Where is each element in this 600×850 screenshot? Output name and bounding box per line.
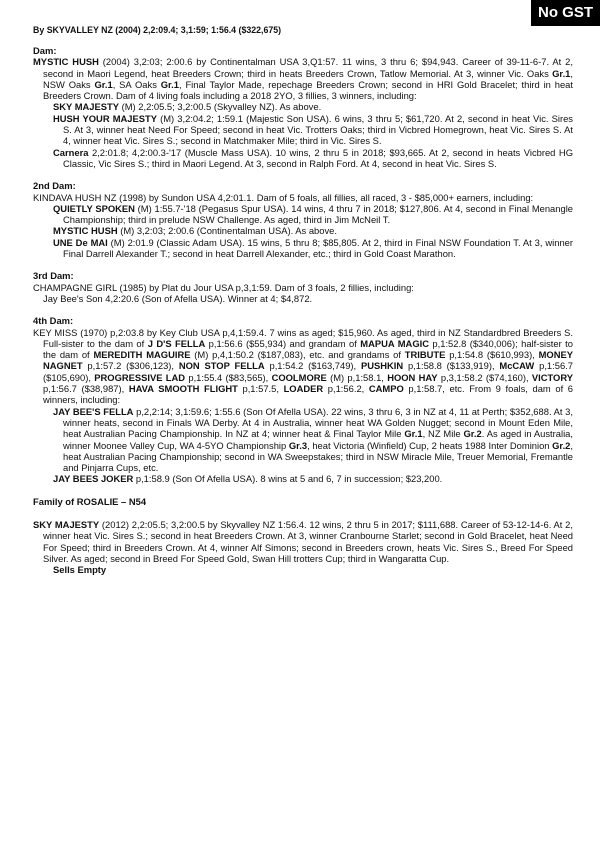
text: p,1:57.5, — [237, 383, 284, 395]
text: (M) p,1:58.1, — [326, 371, 388, 383]
second-dam-foal-entry — [33, 237, 573, 260]
foal-name: HUSH YOUR MAJESTY — [53, 112, 157, 124]
group-badge: Gr.1 — [404, 428, 423, 440]
second-dam-heading: 2nd Dam: — [33, 180, 76, 192]
foal-text: (M) 3,2:04.2; 1:59.1 (Majestic Son USA). 6 wins, 3 thru 5; $61,720. At 2, second in heat Vic. Sires S. At 3, winner heat Need For Speed; second in heat Vic. Trotters Oaks; third in Vicbred Homegrown, heat Vic. Sires S. At 4, winner heat Vic. Sires S.; second in Matchmaker Mile; third in Vic. Sires S. — [63, 112, 573, 147]
dam-foal-entry — [33, 113, 573, 147]
horse-name: VICTORY — [531, 371, 574, 383]
foal-text: (M) 2:01.9 (Classic Adam USA). 15 wins, 5 thru 8; $85,805. At 2, third in Final NSW Foundation T. At 3, winner Final Darrell Alexander T.; second in heat Darrell Alexander, etc.; third in Gold Coast Marathon. — [63, 236, 573, 260]
text: p,1:55.4 ($83,565), — [185, 371, 272, 383]
horse-name: McCAW — [499, 360, 535, 372]
horse-name: COOLMORE — [271, 371, 327, 383]
dam-foal-entry — [33, 101, 573, 112]
third-dam-paragraph: CHAMPAGNE GIRL (1985) by Plat du Jour USA p,3,1:59. Dam of 3 foals, 2 fillies, including: — [33, 281, 414, 293]
text: p,1:56.2, — [323, 383, 369, 395]
dam-text: , NSW Oaks — [43, 67, 573, 90]
dam-text: (2004) 3,2:03; 2:00.6 by Continentalman USA 3,Q1:57. 11 wins, 3 thru 6; $94,943. Career of 39-11-6-7. At 2, second in Maori Legend, heat Breeders Crown; third in heats Breeders Crown, Tatlow Memorial. At 3, winner Vic. Oaks — [43, 56, 573, 79]
foal-name: Carnera — [53, 146, 89, 158]
group-badge: Gr.2 — [552, 439, 571, 451]
horse-name: LOADER — [283, 383, 324, 395]
second-dam-paragraph: KINDAVA HUSH NZ (1998) by Sundon USA 4,2:01.1. Dam of 5 foals, all fillies, all raced, 3 - $85,000+ earners, including: — [33, 191, 534, 203]
text: p,1:58.7, etc. From 9 foals, dam of 6 winners, including: — [43, 383, 573, 406]
foal-text: (M) 2,2:05.5; 3,2:00.5 (Skyvalley NZ). As above. — [119, 101, 322, 113]
dam-paragraph — [33, 56, 573, 101]
horse-name: TRIBUTE — [404, 349, 446, 361]
horse-name: MONEY NAGNET — [43, 349, 573, 372]
text: p,1:54.2 ($163,749), — [264, 360, 361, 372]
text: KEY MISS (1970) p,2:03.8 by Key Club USA p,4,1:59.4. 7 wins as aged; $15,960. As aged, third in NZ Standardbred Breeders S. Full-sister to the dam of — [33, 326, 573, 349]
fourth-dam-paragraph — [33, 327, 573, 406]
dam-text: , SA Oaks — [112, 78, 161, 90]
dam-section — [33, 45, 573, 169]
horse-name: CAMPO — [368, 383, 404, 395]
horse-name: HOON HAY — [387, 371, 438, 383]
dam-foal-entry — [33, 147, 573, 170]
no-gst-badge: No GST — [531, 0, 600, 26]
sells-status: Sells Empty — [53, 564, 107, 576]
third-dam-foal-entry: Jay Bee's Son 4,2:20.6 (Son of Afella USA). Winner at 4; $4,872. — [43, 292, 313, 304]
sire-line: By SKYVALLEY NZ (2004) 2,2:09.4; 3,1:59; 1:56.4 ($322,675) — [33, 25, 282, 35]
foal-name: JAY BEES JOKER — [53, 473, 134, 485]
dam-heading: Dam: — [33, 45, 57, 56]
horse-name: MEREDITH MAGUIRE — [93, 349, 191, 361]
second-dam-section — [33, 180, 573, 259]
pedigree-content — [33, 45, 573, 586]
horse-name: MAPUA MAGIC — [360, 337, 429, 349]
foal-name: MYSTIC HUSH — [53, 225, 118, 237]
fourth-dam-foal-entry — [33, 406, 573, 474]
second-dam-foal-entry — [33, 225, 573, 236]
text: p,1:58.8 ($133,919), — [403, 360, 500, 372]
summary-name: SKY MAJESTY — [33, 518, 100, 530]
foal-text: , NZ Mile — [422, 428, 464, 440]
dam-text: , Final Taylor Made, repechage Breeders Crown; second in HRI Gold Bracelet; third in heat Breeders Crown. Dam of 4 living foals including a 2018 2YO, 3 fillies, 3 winners, including: — [43, 78, 573, 102]
dam-group-badge: Gr.1 — [552, 67, 571, 79]
second-dam-foal-entry — [33, 203, 573, 226]
dam-group-badge: Gr.1 — [94, 78, 113, 90]
text: p,1:57.2 ($306,123), — [82, 360, 179, 372]
foal-name: QUIETLY SPOKEN — [53, 202, 135, 214]
horse-name: PROGRESSIVE LAD — [94, 371, 186, 383]
text: (M) p,4,1:50.2 ($187,083), etc. and grandams of — [190, 349, 405, 361]
foal-text: (M) 1:55.7-'18 (Pegasus Spur USA). 14 wins, 4 thru 7 in 2018; $127,806. At 4, second in Final Menangle Championship; third in prelude NSW Challenge. As aged, third in Jim McNeil T. — [63, 202, 573, 226]
family-title: Family of ROSALIE – N54 — [33, 495, 147, 507]
foal-text: (M) 3,2:03; 2:00.6 (Continentalman USA). As above. — [117, 225, 337, 237]
text: p,1:54.8 ($610,993), — [445, 349, 539, 361]
horse-name: HAVA SMOOTH FLIGHT — [128, 383, 238, 395]
foal-text: 2,2:01.8; 4,2:00.3-'17 (Muscle Mass USA). 10 wins, 2 thru 5 in 2018; $93,665. At 2, second in heats Vicbred HG Classic, Vic Sires S.; third in Maori Legend. At 3, second in Ralph Ford. At 4, second in heat Vic. Sires S. — [63, 146, 573, 169]
horse-name: PUSHKIN — [360, 360, 404, 372]
foal-text: , heat Victoria (Winfield) Cup, 2 heats 1988 Inter Dominion — [307, 439, 553, 451]
foal-name: SKY MAJESTY — [53, 101, 119, 113]
group-badge: Gr.2 — [463, 428, 482, 440]
foal-text: . As aged in Australia, winner Moonee Valley Cup, WA 4-5YO Championship — [63, 428, 573, 451]
foal-name: JAY BEE'S FELLA — [53, 405, 134, 417]
text: p,1:56.7 ($38,987), — [43, 383, 129, 395]
horse-name: J D'S FELLA — [147, 337, 206, 349]
foal-name: UNE De MAI — [53, 236, 108, 248]
third-dam-heading: 3rd Dam: — [33, 270, 74, 282]
dam-name: MYSTIC HUSH — [33, 56, 99, 68]
text: p,3,1:58.2 ($74,160), — [437, 371, 532, 383]
text: p,1:56.7 ($105,690), — [43, 360, 573, 383]
horse-name: NON STOP FELLA — [178, 360, 265, 372]
fourth-dam-foal-entry — [33, 473, 573, 484]
third-dam-section — [33, 270, 573, 304]
group-badge: Gr.3 — [288, 439, 308, 451]
text: p,1:52.8 ($340,006); half-sister to the dam of — [43, 337, 573, 361]
fourth-dam-section — [33, 315, 573, 484]
summary-paragraph — [33, 519, 573, 564]
fourth-dam-heading: 4th Dam: — [33, 315, 74, 327]
foal-text: p,1:58.9 (Son Of Afella USA). 8 wins at 5 and 6, 7 in succession; $23,200. — [133, 473, 443, 485]
dam-group-badge: Gr.1 — [160, 78, 179, 90]
foal-text: p,2,2:14; 3,1:59.6; 1:55.6 (Son Of Afella USA). 22 wins, 3 thru 6, 3 in NZ at 4, 11 at Perth; $352,688. At 3, winner heats, second in Finals WA Derby. At 4 in Australia, winner heat WA Golden Nugget; second in Mount Eden Mile, heat Australian Pacing Championship. In NZ at 4; winner heat & Final Taylor Mile — [63, 405, 573, 440]
summary-section — [33, 519, 573, 575]
summary-text: (2012) 2,2:05.5; 3,2:00.5 by Skyvalley NZ 1:56.4. 12 wins, 2 thru 5 in 2017; $111,688. Career of 53-12-14-6. At 2, winner heat Vic. Sires S.; second in heat Breeders Crown. At 3, winner Cranbourne Starlet; second in Gold Bracelet, heat Need For Speed; third in Breeders Crown. At 4, winner Alf Simons; second in Breeders crown, heats Vic. Sires S., Breed For Speed Silver. As aged; second in Breed For Speed Gold, Swan Hill trotters Cup; third in Wangaratta Cup. — [43, 518, 573, 564]
text: p,1:56.6 ($55,934) and grandam of — [205, 337, 361, 349]
foal-text: , heat Australian Pacing Championship; second in WA Sweepstakes; third in NSW Miracle Mile, Treuer Memorial, Fremantle and Pinjarra Cups, etc. — [63, 439, 573, 474]
